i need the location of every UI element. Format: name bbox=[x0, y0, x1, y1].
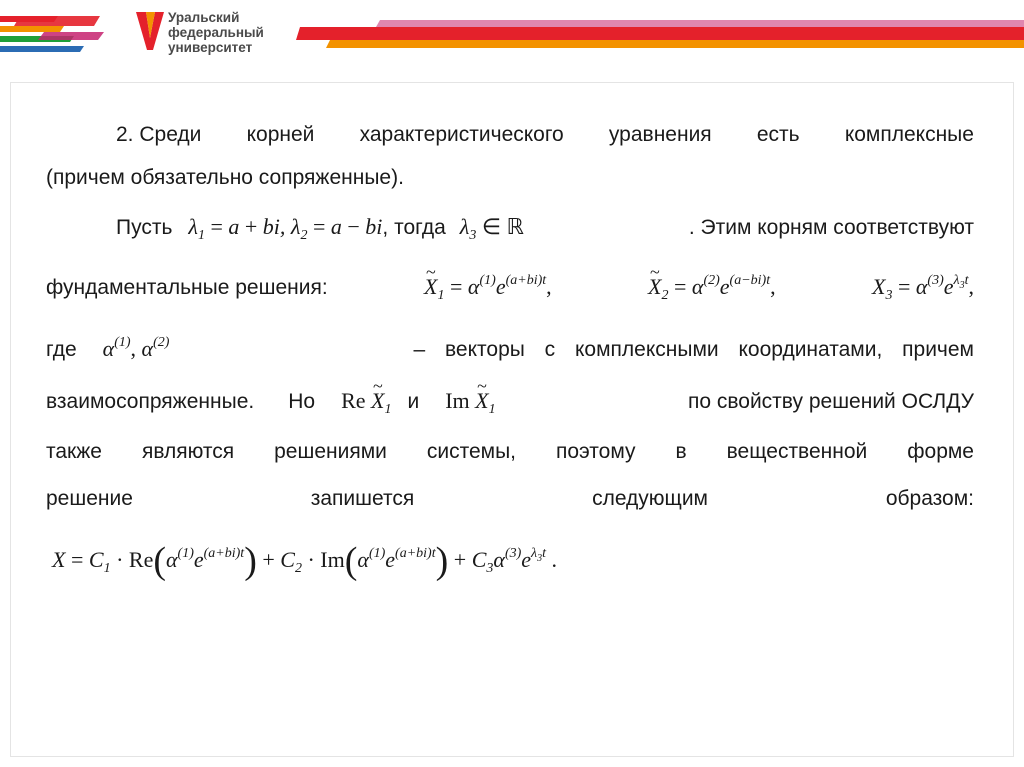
university-name: Уральский федеральный университет bbox=[168, 10, 264, 55]
formula-x1: ~ $X_1 = \alpha^{(1)}e^{(a+bi)t}$, bbox=[424, 272, 552, 306]
formula-im: Im ~ $X_1$ bbox=[445, 386, 495, 420]
para1-line1: 2. Среди корней характеристического уравнения есть комплексные bbox=[116, 123, 974, 146]
para1-line2: (причем обязательно сопряженные). bbox=[46, 166, 404, 189]
formula-x2: ~ $X_2 = \alpha^{(2)}e^{(a-bi)t}$, bbox=[648, 272, 776, 306]
formula-lambda3: $\lambda_3$ ∈ ℝ bbox=[459, 214, 524, 243]
formula-x3: $X_3 = \alpha^{(3)}e^{\lambda_3t}$, bbox=[871, 273, 974, 303]
formula-lambda: $\lambda_1 = a$ + bi, $\lambda_2 = a$ − bi bbox=[188, 214, 383, 243]
urfu-logo-icon bbox=[133, 8, 167, 54]
final-solution-formula: $X = C_1 \cdot Re(\alpha^{(1)}e^{(a+bi)t}) + C_2 \cdot Im(\alpha^{(1)}e^{(a+bi)t}) + C_3\alpha^{(3)}e^{\lambda_3t}$ . bbox=[52, 540, 557, 582]
para7-line: решение запишется следующим образом: bbox=[46, 487, 974, 510]
para5-line: взаимосопряженные. Но Re ~ $X_1$ и Im ~ $X_1$ по свойству решений ОСЛДУ bbox=[46, 386, 974, 420]
formula-re: Re ~ $X_1$ bbox=[341, 386, 391, 420]
para3-line: фундаментальные решения: ~ $X_1 = \alpha^{(1)}e^{(a+bi)t}$, ~ $X_2 = \alpha^{(2)}e^{(a-bi)t}$, $X_3 = \alpha^{(3)}e^{\lambda_3t}$, bbox=[46, 272, 974, 311]
para2-line: Пусть $\lambda_1 = a$ + bi, $\lambda_2 = a$ − bi , тогда $\lambda_3$ ∈ ℝ . Этим корням соответствуют bbox=[116, 212, 974, 246]
slide-header bbox=[0, 0, 1024, 70]
formula-alphas: $\alpha^{(1)}$, $\alpha^{(2)}$ bbox=[102, 335, 170, 361]
para4-line: где $\alpha^{(1)}$, $\alpha^{(2)}$ – векторы с комплексными координатами, причем bbox=[46, 334, 974, 368]
para6-line: также являются решениями системы, поэтому в вещественной форме bbox=[46, 440, 974, 463]
